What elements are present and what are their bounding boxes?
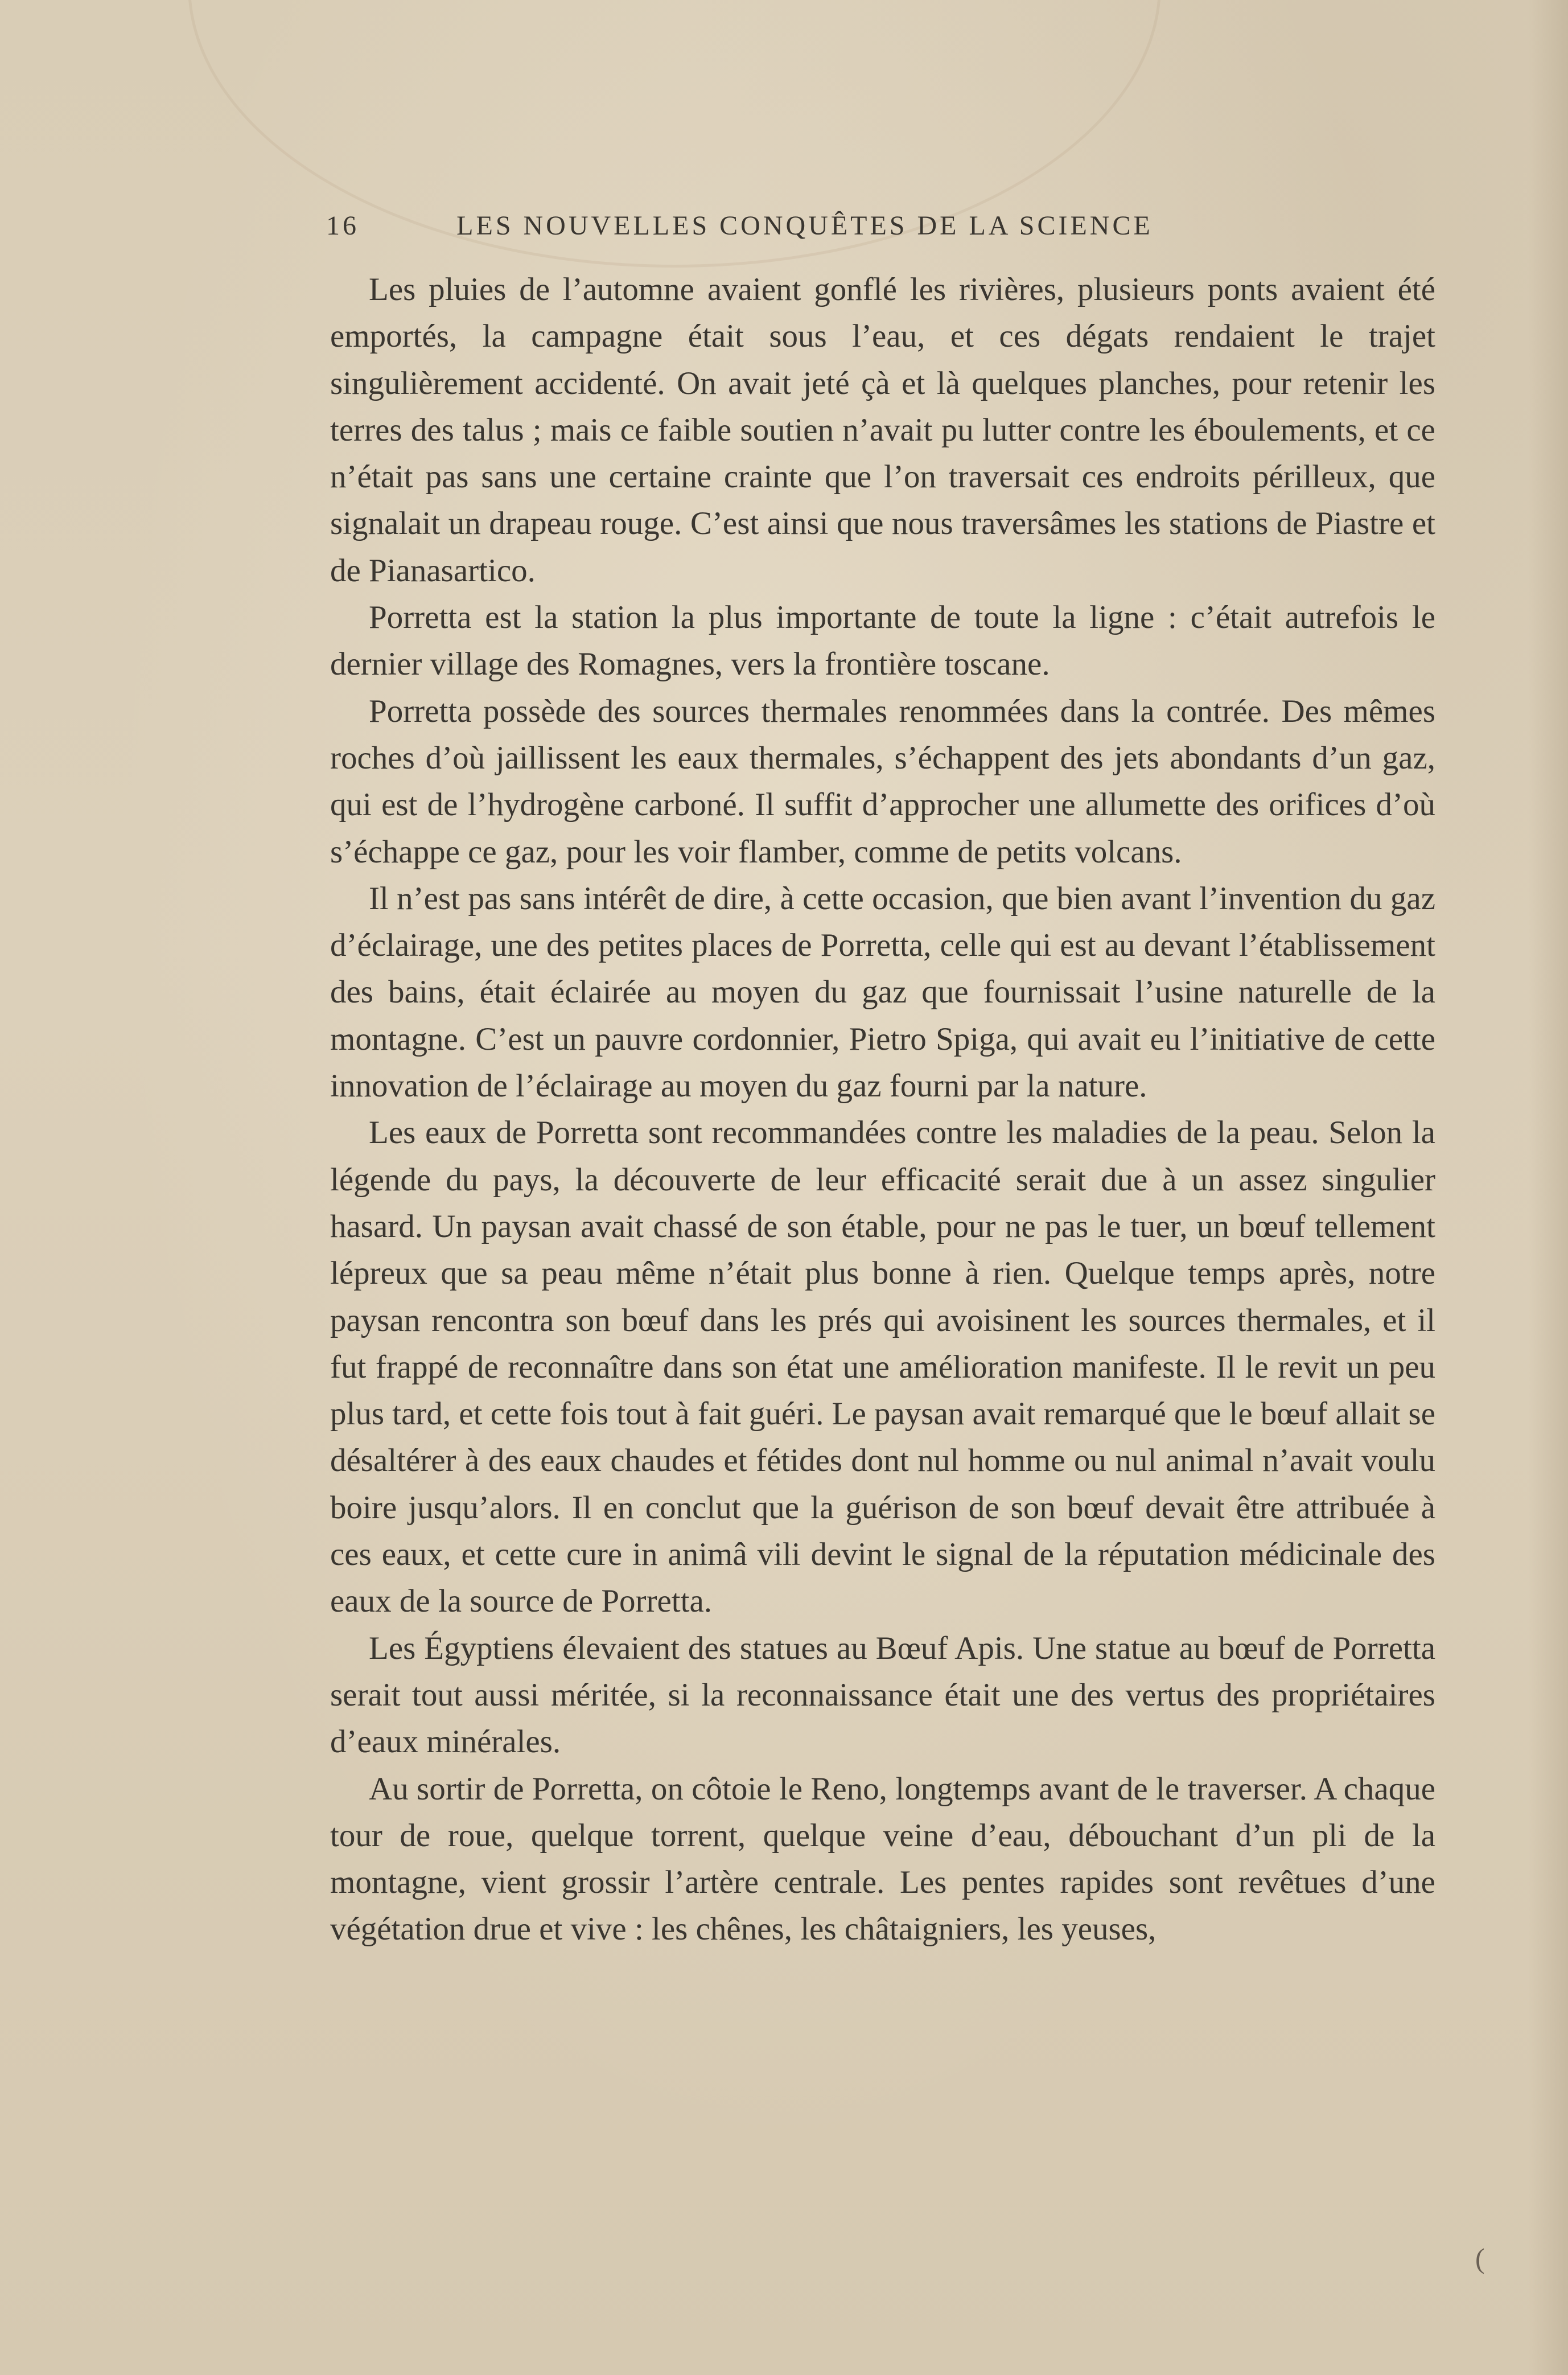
page-edge-shadow [1528,0,1568,2375]
margin-mark: ( [1475,2242,1485,2274]
body-text [330,266,1435,1953]
paragraph-2: Porretta est la station la plus importante de toute la ligne : c’était autrefois le dernier village des Romagnes, vers la frontière toscane. [330,599,1435,683]
paragraph-3: Porretta possède des sources thermales renommées dans la contrée. Des mêmes roches d’où jaillissent les eaux thermales, s’échappent des jets abondants d’un gaz, qui est de l’hydrogène carboné. Il suffit d’approcher une allumette des orifices d’où s’échappe ce gaz, pour les voir flamber, comme de petits volcans. [330,693,1435,870]
paragraph-6: Les Égyptiens élevaient des statues au Bœuf Apis. Une statue au bœuf de Porretta serait tout aussi méritée, si la reconnaissance était une des vertus des propriétaires d’eaux minérales. [330,1630,1435,1760]
page-number: 16 [326,211,359,241]
paragraph-4: Il n’est pas sans intérêt de dire, à cette occasion, que bien avant l’invention du gaz d’éclairage, une des petites places de Porretta, celle qui est au devant l’établissement des bains, était éclairée au moyen du gaz que fournissait l’usine naturelle de la montagne. C’est un pauvre cordonnier, Pietro Spiga, qui avait eu l’initiative de cette innovation de l’éclairage au moyen du gaz fourni par la nature. [330,880,1435,1104]
paragraph-1: Les pluies de l’automne avaient gonflé les rivières, plusieurs ponts avaient été emportés, la campagne était sous l’eau, et ces dégats rendaient le trajet singulièrement accidenté. On avait jeté çà et là quelques planches, pour retenir les terres des talus ; mais ce faible soutien n’avait pu lutter contre les éboulements, et ce n’était pas sans une certaine crainte que l’on traversait ces endroits périlleux, que signalait un drapeau rouge. C’est ainsi que nous traversâmes les stations de Piastre et de Pianasartico. [330,272,1435,589]
running-head [326,206,1238,246]
paragraph-5: Les eaux de Porretta sont recommandées contre les maladies de la peau. Selon la légende du pays, la découverte de leur efficacité serait due à un assez singulier hasard. Un paysan avait chassé de son étable, pour ne pas le tuer, un bœuf tellement lépreux que sa peau même n’était plus bonne à rien. Quelque temps après, notre paysan rencontra son bœuf dans les prés qui avoisinent les sources thermales, et il fut frappé de reconnaître dans son état une amélioration manifeste. Il le revit un peu plus tard, et cette fois tout à fait guéri. Le paysan avait remarqué que le bœuf allait se désaltérer à des eaux chaudes et fétides dont nul homme ou nul animal n’avait voulu boire jusqu’alors. Il en conclut que la guérison de son bœuf devait être attribuée à ces eaux, et cette cure in animâ vili devint le signal de la réputation médicinale des eaux de la source de Porretta. [330,1115,1436,1620]
paragraph-7: Au sortir de Porretta, on côtoie le Reno, longtemps avant de le traverser. A chaque tour de roue, quelque torrent, quelque veine d’eau, débouchant d’un pli de la montagne, vient grossir l’artère centrale. Les pentes rapides sont revêtues d’une végétation drue et vive : les chênes, les châtaigniers, les yeuses, [330,1770,1435,1947]
running-title: LES NOUVELLES CONQUÊTES DE LA SCIENCE [456,211,1153,241]
